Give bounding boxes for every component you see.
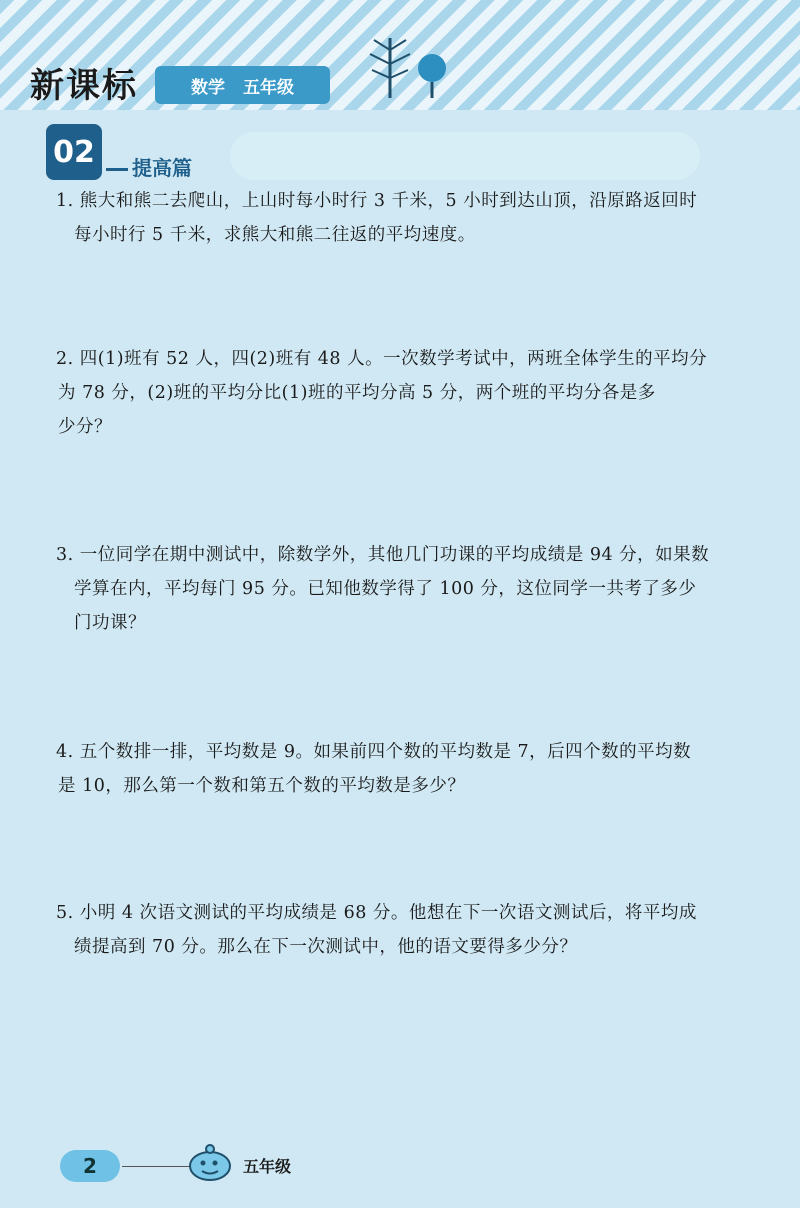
problem-line: 3. 一位同学在期中测试中，除数学外，其他几门功课的平均成绩是 94 分，如果数 (56, 545, 710, 565)
problem-1 (56, 184, 761, 252)
grade-label: 五年级 (243, 77, 294, 98)
subject-grade-tag (155, 66, 330, 104)
problem-line: 4. 五个数排一排，平均数是 9。如果前四个数的平均数是 7，后四个数的平均数 (56, 742, 692, 762)
section-title: 提高篇 (106, 152, 192, 181)
page-number: 2 (60, 1150, 120, 1182)
problem-line: 门功课？ (74, 613, 146, 633)
section-number-badge: 02 (46, 124, 102, 180)
problem-5 (56, 896, 761, 964)
problem-3 (56, 538, 761, 640)
problem-line: 2. 四(1)班有 52 人，四(2)班有 48 人。一次数学考试中，两班全体学生的平均分 (56, 349, 708, 369)
footer-grade: 五年级 (243, 1157, 292, 1176)
subject-label: 数学 (191, 77, 225, 98)
problem-4 (56, 735, 761, 803)
brand-title: 新课标 (30, 66, 138, 106)
problem-line: 绩提高到 70 分。那么在下一次测试中，他的语文要得多少分？ (74, 937, 578, 957)
footer-divider (122, 1166, 192, 1167)
faded-title-bubble (230, 132, 700, 180)
problem-line: 是 10，那么第一个数和第五个数的平均数是多少？ (58, 776, 466, 796)
problem-line: 学算在内，平均每门 95 分。已知他数学得了 100 分，这位同学一共考了多少 (74, 579, 697, 599)
problem-line: 1. 熊大和熊二去爬山，上山时每小时行 3 千米，5 小时到达山顶，沿原路返回时 (56, 191, 698, 211)
problem-line: 每小时行 5 千米，求熊大和熊二往返的平均速度。 (74, 225, 476, 245)
problem-line: 少分？ (58, 417, 112, 437)
problem-line: 5. 小明 4 次语文测试的平均成绩是 68 分。他想在下一次语文测试后，将平均成 (56, 903, 697, 923)
problem-2 (56, 342, 761, 444)
mascot-icon (186, 1142, 234, 1182)
tree-decoration-icon (360, 30, 450, 100)
problem-line: 为 78 分，(2)班的平均分比(1)班的平均分高 5 分，两个班的平均分各是多 (58, 383, 656, 403)
